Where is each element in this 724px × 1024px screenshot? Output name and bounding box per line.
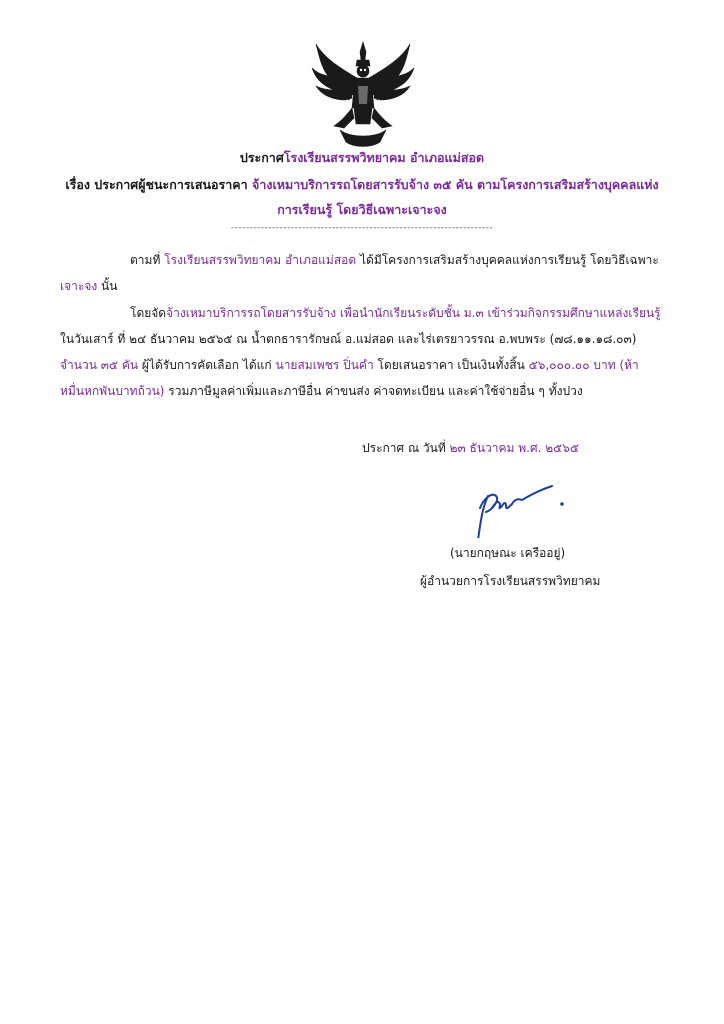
separator-line: ---------------------------------------------------------------------- (230, 223, 494, 233)
para2-count: จำนวน ๓๕ คัน (60, 358, 139, 372)
announcement-date: ๒๓ ธันวาคม พ.ศ. ๒๕๖๕ (449, 441, 579, 455)
para2-selected-label: ผู้ได้รับการคัดเลือก ได้แก่ (141, 358, 272, 372)
paragraph-1-line-2 (60, 277, 117, 296)
signer-name: (นายกฤษณะ เครืออยู่) (450, 546, 566, 560)
para2-prefix: โดยจัด (130, 306, 167, 320)
paragraph-1-line-1 (130, 251, 659, 270)
para2-amount: ๕๖,๐๐๐.๐๐ บาท (ห้า (528, 358, 639, 372)
para1-prefix: ตามที่ (130, 253, 161, 267)
handwritten-signature (470, 478, 570, 538)
para2-tax-note: รวมภาษีมูลค่าเพิ่มและภาษีอื่น ค่าขนส่ง ค่าจดทะเบียน และค่าใช้จ่ายอื่น ๆ ทั้งปวง (168, 384, 583, 398)
para1-rest: ได้มีโครงการเสริมสร้างบุคคลแห่งการเรียนรู้ โดยวิธีเฉพาะ (359, 253, 659, 267)
subject-prefix: เรื่อง ประกาศผู้ชนะการเสนอราคา (65, 177, 248, 192)
subject-title-1: จ้างเหมาบริการรถโดยสารรับจ้าง ๓๕ คัน ตามโครงการเสริมสร้างบุคคลแห่ง (252, 177, 659, 192)
announcement-date-line (362, 439, 579, 458)
school-name: โรงเรียนสรรพวิทยาคม อำเภอแม่สอด (283, 150, 485, 165)
para2-winner-name: นายสมเพชร ปิ่นคำ (275, 358, 374, 372)
garuda-emblem-icon (310, 38, 416, 150)
paragraph-2-line-1 (130, 304, 661, 323)
paragraph-2-line-3 (60, 356, 639, 375)
para1-line2: เจาะจง (60, 279, 98, 293)
announce-prefix: ประกาศ (239, 150, 284, 165)
paragraph-2-line-2: ในวันเสาร์ ที่ ๒๔ ธันวาคม ๒๕๖๕ ณ น้ำตกธารารักษณ์ อ.แม่สอด และไร่เตรยาวรรณ อ.พบพระ (๗๘.๑๑.๑๘.๐๓) (60, 332, 637, 346)
signer-title: ผู้อำนวยการโรงเรียนสรรพวิทยาคม (420, 574, 601, 588)
paragraph-2-line-4 (60, 382, 583, 401)
para2-offer-label: โดยเสนอราคา เป็นเงินทั้งสิ้น (377, 358, 525, 372)
para1-school: โรงเรียนสรรพวิทยาคม อำเภอแม่สอด (164, 253, 357, 267)
para1-end: นั้น (101, 279, 118, 293)
announced-on-label: ประกาศ ณ วันที่ (362, 441, 446, 455)
para2-line1-rest: จ้างเหมาบริการรถโดยสารรับจ้าง เพื่อนำนักเรียนระดับชั้น ม.๓ เข้าร่วมกิจกรรมศึกษาแหล่งเรียนรู้ (166, 306, 661, 320)
announcement-heading (40, 148, 684, 168)
para2-amount-words: หมื่นหกพันบาทถ้วน) (60, 384, 165, 398)
subject-line-1 (40, 175, 684, 195)
subject-title-2: การเรียนรู้ โดยวิธีเฉพาะเจาะจง (277, 202, 447, 217)
